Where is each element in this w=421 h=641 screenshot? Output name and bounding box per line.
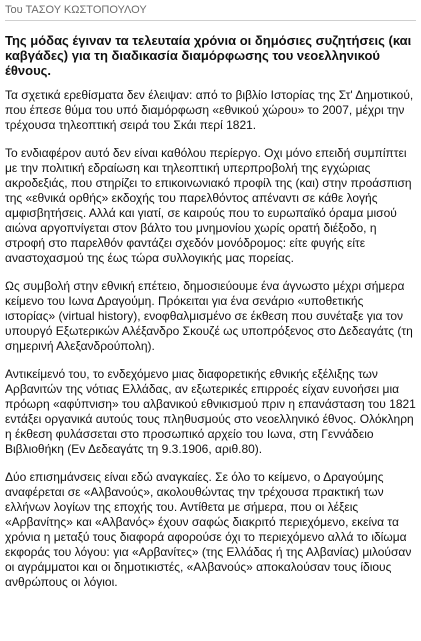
article-paragraph-5: Δύο επισημάνσεις είναι εδώ αναγκαίες. Σε όλο το κείμενο, ο Δραγούμης αναφέρεται σε «Αλβανούς», ακολουθώντας την τρέχουσα πρακτική των ελλήνων λογίων της εποχής του. Αντίθετα με σήμερα, που οι λέξεις «Αρβανίτης» και «Αλβανός» έχουν σαφώς διακριτό περιεχόμενο, εκείνα τα χρόνια η μεταξύ τους διαφορά αφορούσε όχι το περιεχόμενο αλλά το ιδίωμα εκφοράς του λόγου: για «Αρβανίτες» (της Ελλάδας ή της Αλβανίας) μιλούσαν οι αγράμματοι και οι δημοτικιστές, «Αλβανούς» αποκαλούσαν τους ίδιους ανθρώπους οι λόγιοι. [5,470,412,589]
article-paragraph-3: Ως συμβολή στην εθνική επέτειο, δημοσιεύουμε ένα άγνωστο μέχρι σήμερα κείμενο του Ιωνα Δραγούμη. Πρόκειται για ένα σενάριο «υποθετικής ιστορίας» (virtual history), ενοφθαλμισμένο σε έκθεση που συνέταξε για τον υπουργό Εξωτερικών Αλέξανδρο Σκουζέ ως υποπρόξενος στο Δεδεαγάτς (τη σημερινή Αλεξανδρούπολη). [5,279,413,353]
article-paragraph-4: Αντικείμενό του, το ενδεχόμενο μιας διαφορετικής εθνικής εξέλιξης των Αρβανιτών της νότιας Ελλάδας, αν εξωτερικές επιρροές είχαν ευνοήσει μια πρόωρη «αφύπνιση» του αλβανικού εθνικισμού πριν η επανάσταση του 1821 εντάξει οργανικά αυτούς τους πληθυσμούς στο νεοελληνικό έθνος. Ολόκληρη η έκθεση φυλάσσεται στο προσωπικό αρχείο του Ιωνα, στη Γεννάδειο Βιβλιοθήκη (Εν Δεδεαγάτς τη 9.3.1906, αριθ.80). [5,367,416,456]
article-paragraph-2: Το ενδιαφέρον αυτό δεν είναι καθόλου περίεργο. Οχι μόνο επειδή συμπίπτει με την πολιτική εδραίωση και τηλεοπτική υπερπροβολή της εγχώριας ακροδεξιάς, που στηρίζει το επικοινωνιακό προφίλ της (και) στην προάσπιση της «εθνικά ορθής» εκδοχής του παρελθόντος απέναντι σε κάθε λογής αμφισβητήσεις. Αλλά και γιατί, σε καιρούς που το ευρωπαϊκό όραμα μισού αιώνα αργοπνίγεται στον βάλτο του μνημονίου χωρίς ορατή διέξοδο, η στροφή στο παρελθόν φαντάζει σχεδόν μονόδρομος: είτε φυγής είτε αναστοχασμού της έως τώρα συλλογικής μας πορείας. [5,146,412,265]
article-paragraph-1: Τα σχετικά ερεθίσματα δεν έλειψαν: από το βιβλίο Ιστορίας της Στ' Δημοτικού, που έπεσε θύμα του υπό διαμόρφωση «εθνικού χώρου» το 2007, μέχρι την τρέχουσα τηλεοπτική σειρά του Σκάι περί 1821. [5,88,414,132]
article-headline: Της μόδας έγιναν τα τελευταία χρόνια οι δημόσιες συζητήσεις (και καβγάδες) για τη διαδικασία διαμόρφωσης του νεοελληνικού έθνους. [5,33,412,78]
article-byline: Του ΤΑΣΟΥ ΚΩΣΤΟΠΟΥΛΟΥ [5,4,416,21]
